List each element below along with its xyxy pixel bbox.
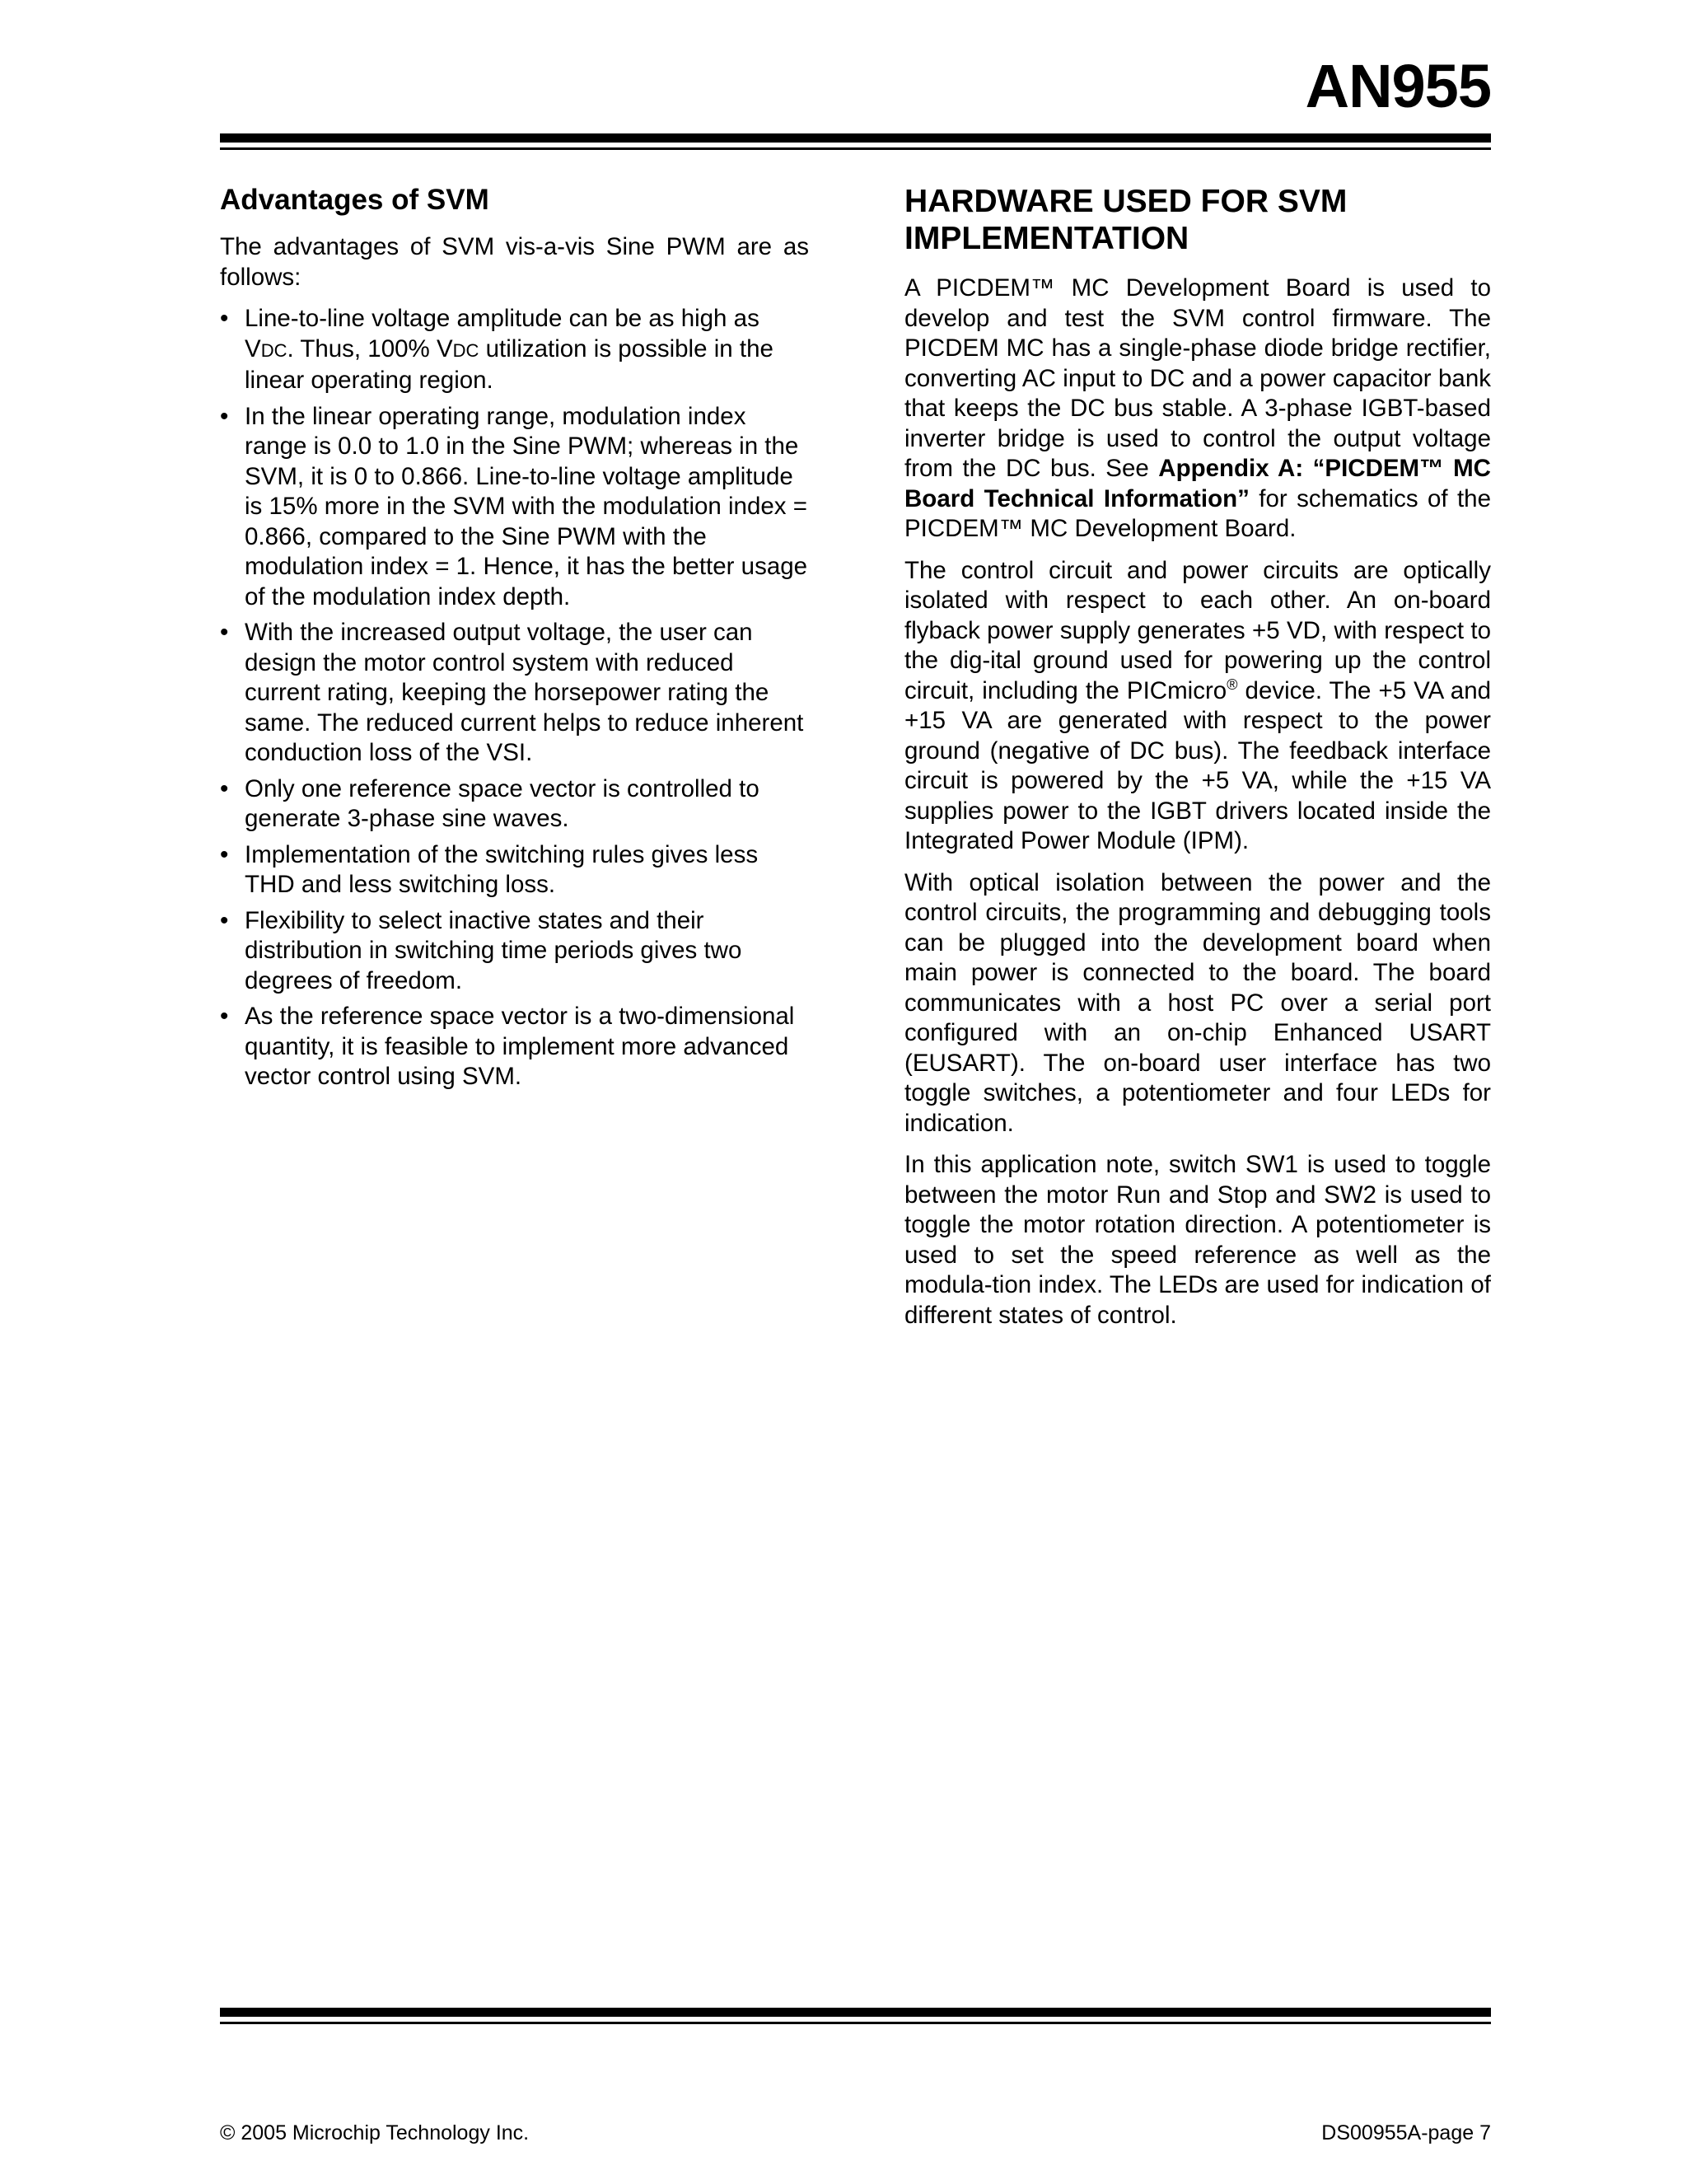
bullet-icon: • bbox=[220, 906, 229, 934]
list-item bbox=[220, 774, 809, 835]
paragraph-text: device. The +5 VA and +15 VA are generated with respect to the power ground (negative of DC bus). The feedback interface circuit is powered by the +5 VA, while the +15 VA supplies power to the IGBT drivers located inside the Integrated Power Module (IPM). bbox=[904, 676, 1492, 854]
document-code: AN955 bbox=[1305, 52, 1491, 120]
header-rule-thin bbox=[220, 147, 1491, 150]
bullet-text: Implementation of the switching rules gives less THD and less switching loss. bbox=[245, 840, 759, 898]
section-heading-hardware: HARDWARE USED FOR SVM IMPLEMENTATION bbox=[904, 184, 1348, 256]
paragraph-text: for schematics of the PICDEM™ MC Development Board. bbox=[904, 484, 1491, 542]
bullet-text: With the increased output voltage, the user can design the motor control system with reduced current rating, keeping the horsepower rating the same. The reduced current helps to reduce inherent conduction loss of the VSI. bbox=[245, 619, 804, 766]
footer-page-reference: DS00955A-page 7 bbox=[1321, 2121, 1491, 2144]
bullet-icon: • bbox=[220, 402, 229, 430]
footer-copyright: © 2005 Microchip Technology Inc. bbox=[220, 2121, 530, 2144]
vdc-subscript: DC bbox=[452, 339, 479, 361]
right-column bbox=[904, 183, 1491, 1342]
list-item bbox=[220, 1002, 809, 1092]
bullet-text: . Thus, 100% V bbox=[287, 334, 453, 362]
header-rule-thick bbox=[220, 133, 1491, 143]
left-column bbox=[220, 183, 809, 1098]
bullet-text: utilization is possible in the linear operating region. bbox=[245, 334, 773, 394]
bullet-text: Line-to-line voltage amplitude can be as high as V bbox=[245, 305, 759, 362]
list-item bbox=[220, 304, 809, 396]
advantages-intro: The advantages of SVM vis-a-vis Sine PWM are as follows: bbox=[220, 233, 809, 291]
vdc-subscript: DC bbox=[260, 339, 287, 361]
bullet-icon: • bbox=[220, 1003, 229, 1030]
hardware-paragraph-1 bbox=[904, 274, 1491, 545]
registered-mark: ® bbox=[1227, 676, 1238, 693]
bullet-icon: • bbox=[220, 840, 229, 868]
section-heading-advantages: Advantages of SVM bbox=[220, 184, 489, 216]
list-item bbox=[220, 906, 809, 997]
hardware-paragraph-2 bbox=[904, 556, 1491, 857]
paragraph-text: A PICDEM™ MC Development Board is used to develop and test the SVM control firmware. The PICDEM MC has a single-phase diode bridge rectifier, converting AC input to DC and a power capacitor bank that keeps the DC bus stable. A 3-phase IGBT-based inverter bridge is used to control the output voltage from the DC bus. See bbox=[904, 274, 1491, 482]
footer-rule-thin bbox=[220, 2022, 1491, 2024]
list-item bbox=[220, 840, 809, 900]
bullet-text: As the reference space vector is a two-dimensional quantity, it is feasible to implement more advanced vector control using SVM. bbox=[245, 1003, 795, 1090]
advantages-list bbox=[220, 304, 809, 1092]
list-item bbox=[220, 618, 809, 769]
bullet-icon: • bbox=[220, 774, 229, 802]
hardware-paragraph-3: With optical isolation between the power and the control circuits, the programming and debugging tools can be plugged into the development board when main power is connected to the board. The board communicates with a host PC over a serial port configured with an on-chip Enhanced USART (EUSART). The on-board user interface has two toggle switches, a potentiometer and four LEDs for indication. bbox=[904, 868, 1491, 1137]
footer-rule-thick bbox=[220, 2008, 1491, 2017]
bullet-text: In the linear operating range, modulation index range is 0.0 to 1.0 in the Sine PWM; whereas in the SVM, it is 0 to 0.866. Line-to-line voltage amplitude is 15% more in the SVM with the modulation index = 0.866, compared to the Sine PWM with the modulation index = 1. Hence, it has the better usage of the modulation index depth. bbox=[245, 402, 808, 610]
list-item bbox=[220, 402, 809, 613]
bullet-icon: • bbox=[220, 619, 229, 646]
paragraph-text: The control circuit and power circuits are optically isolated with respect to each other. An on-board flyback power supply generates +5 VD, with respect to the dig-ital ground used for powering up the control circuit, including the PICmicro bbox=[904, 556, 1491, 704]
bullet-text: Flexibility to select inactive states and their distribution in switching time periods gives two degrees of freedom. bbox=[245, 906, 742, 994]
appendix-reference-link[interactable]: Appendix A: “PICDEM™ MC Board Technical Information” bbox=[904, 455, 1491, 512]
hardware-paragraph-4: In this application note, switch SW1 is used to toggle between the motor Run and Stop and SW2 is used to toggle the motor rotation direction. A potentiometer is used to set the speed reference as well as the modula-tion index. The LEDs are used for indication of different states of control. bbox=[904, 1151, 1491, 1329]
bullet-icon: • bbox=[220, 305, 229, 332]
bullet-text: Only one reference space vector is controlled to generate 3-phase sine waves. bbox=[245, 774, 759, 832]
